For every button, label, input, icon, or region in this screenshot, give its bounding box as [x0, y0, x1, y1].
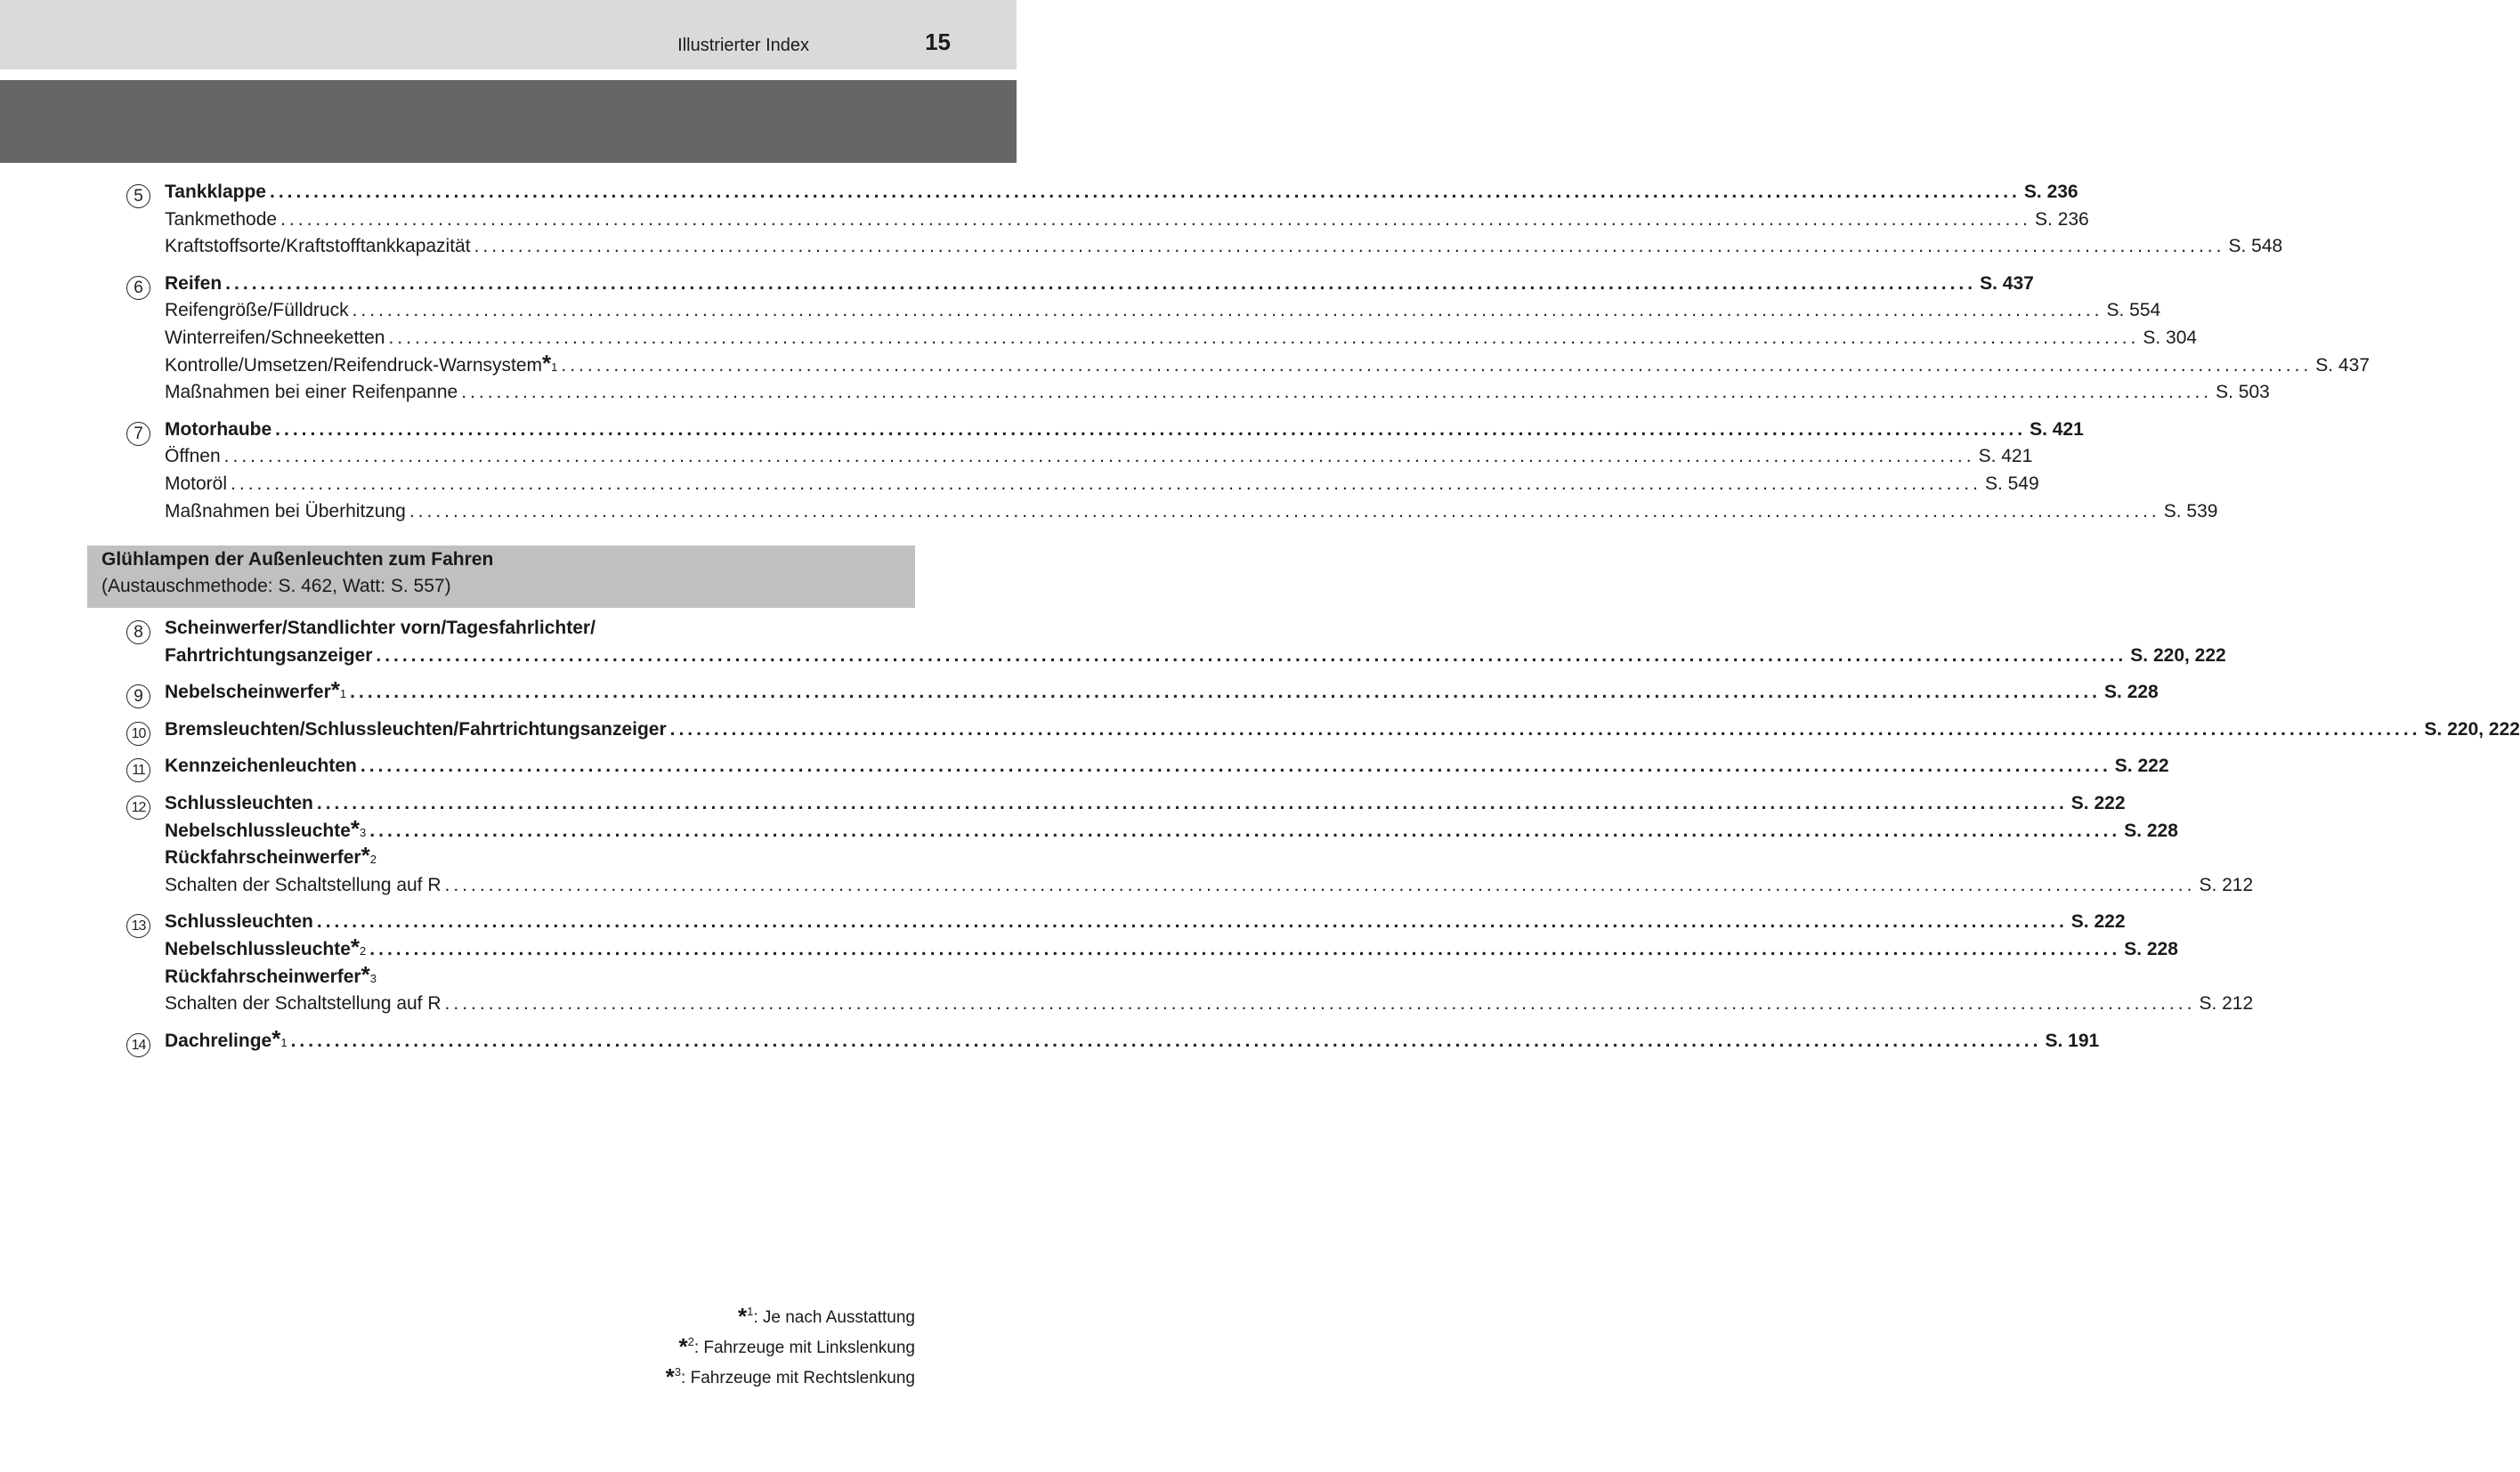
leader-dots: ........................................................................................................................................................................................................: [223, 446, 1975, 467]
index-entry: [165, 418, 2084, 446]
entry-label: Motoröl: [165, 473, 228, 494]
entry-label: Schlussleuchten: [165, 793, 313, 813]
leader-dots: ........................................................................................................................................................................................................: [225, 272, 1977, 294]
index-entry: [165, 182, 2078, 208]
section-subtitle: (Austauschmethode: S. 462, Watt: S. 557): [101, 576, 451, 596]
page-reference[interactable]: S. 539: [2163, 500, 2218, 522]
item-number-9: 9: [126, 684, 150, 708]
entry-label: Maßnahmen bei einer Reifenpanne: [165, 382, 458, 403]
entry-label: Kraftstoffsorte/Kraftstofftankkapazität: [165, 236, 471, 257]
page-reference[interactable]: S. 220, 222: [2424, 718, 2520, 740]
footnote-mark: 2: [369, 853, 377, 867]
item-number-8: 8: [126, 620, 150, 644]
page-reference[interactable]: S. 548: [2228, 236, 2283, 257]
index-entry: [165, 473, 2039, 500]
item-number-10: 10: [126, 722, 150, 746]
index-entry: [165, 793, 2126, 820]
entry-label: Schalten der Schaltstellung auf R: [165, 874, 442, 895]
page-reference[interactable]: S. 437: [2315, 354, 2370, 376]
index-entry: Dachrelinge * 1 ........................................................................................................................................................................................................ S. 191: [165, 1024, 2100, 1052]
entry-label: Schlussleuchten: [165, 911, 313, 933]
page-reference[interactable]: S. 437: [1980, 272, 2034, 294]
index-entry: Kontrolle/Umsetzen/Reifendruck-Warnsystem * 1 ........................................................................................................................................................................................................ S. 437: [165, 349, 2370, 376]
header-divider: [0, 69, 1017, 80]
entry-label: Reifen: [165, 272, 223, 294]
entry-label: Nebelschlussleuchte: [165, 820, 351, 841]
item-number-13: 13: [126, 914, 150, 938]
footnote-mark: 3: [369, 971, 377, 985]
leader-dots: ........................................................................................................................................................................................................: [316, 911, 2068, 933]
page-reference[interactable]: S. 549: [1984, 473, 2039, 494]
index-entry: [165, 446, 2033, 473]
page-reference[interactable]: S. 228: [2104, 682, 2159, 703]
entry-label: Bremsleuchten/Schlussleuchten/Fahrtrichtungsanzeiger: [165, 718, 667, 740]
entry-label: Rückfahrscheinwerfer: [165, 966, 361, 987]
page-reference[interactable]: S. 421: [2030, 418, 2084, 440]
entry-label: Fahrtrichtungsanzeiger: [165, 644, 373, 666]
index-entry: Nebelscheinwerfer * 1 ........................................................................................................................................................................................................ S. 228: [165, 676, 2159, 704]
item-number-12: 12: [126, 796, 150, 820]
footnote-mark: 1: [339, 687, 347, 701]
leader-dots: ........................................................................................................................................................................................................: [280, 208, 2031, 230]
page-reference[interactable]: S. 236: [2035, 208, 2089, 230]
page-reference[interactable]: S. 191: [2045, 1030, 2100, 1051]
leader-dots: ........................................................................................................................................................................................................: [360, 756, 2111, 777]
index-entry: [165, 993, 2254, 1020]
page-number: 15: [925, 28, 951, 55]
entry-label: Scheinwerfer/Standlichter vorn/Tagesfahrlichter/: [165, 618, 596, 638]
section-header: [87, 546, 915, 608]
header-band: [0, 0, 1017, 69]
page-reference[interactable]: S. 220, 222: [2130, 644, 2226, 666]
leader-dots: ........................................................................................................................................................................................................: [461, 382, 2213, 403]
leader-dots: ........................................................................................................................................................................................................: [388, 328, 2140, 348]
index-entry: Rückfahrscheinwerfer * 3: [165, 960, 377, 988]
item-number-7: 7: [126, 422, 150, 446]
index-entry: Nebelschlussleuchte * 2 ........................................................................................................................................................................................................ S. 228: [165, 934, 2178, 960]
footnote-mark: 2: [360, 944, 367, 958]
index-entry: Nebelschlussleuchte * 3 ........................................................................................................................................................................................................ S. 228: [165, 814, 2178, 842]
footnote-mark: 1: [280, 1035, 288, 1049]
footnote-star: *: [665, 1363, 675, 1390]
leader-dots: ........................................................................................................................................................................................................: [474, 236, 2225, 257]
header-title: Illustrierter Index: [677, 36, 809, 55]
entry-label: Tankmethode: [165, 208, 278, 230]
page-reference[interactable]: S. 222: [2070, 911, 2126, 933]
page-reference[interactable]: S. 236: [2023, 182, 2078, 202]
leader-dots: ........................................................................................................................................................................................................: [350, 682, 2102, 703]
entry-label: Maßnahmen bei Überhitzung: [165, 500, 406, 522]
entry-label: Kontrolle/Umsetzen/Reifendruck-Warnsystem: [165, 354, 543, 376]
index-entry: [165, 382, 2270, 408]
footnote-line: [666, 1360, 915, 1390]
page-reference[interactable]: S. 304: [2143, 328, 2198, 348]
entry-label: Tankklappe: [165, 182, 266, 202]
page-reference[interactable]: S. 421: [1978, 446, 2033, 467]
index-entry: [165, 756, 2169, 782]
entry-label: Motorhaube: [165, 418, 272, 440]
leader-dots: ........................................................................................................................................................................................................: [316, 793, 2068, 813]
page-reference[interactable]: S. 212: [2199, 993, 2254, 1015]
footnote-text: : Fahrzeuge mit Rechtslenkung: [681, 1369, 915, 1387]
footnote-star: *: [737, 1303, 748, 1330]
footnote-text: : Fahrzeuge mit Linkslenkung: [693, 1339, 915, 1357]
leader-dots: ........................................................................................................................................................................................................: [352, 300, 2103, 321]
footnote-line: [666, 1299, 915, 1330]
index-entry: [165, 272, 2034, 300]
index-entry: [165, 500, 2218, 528]
footnote-mark: 2: [687, 1335, 694, 1348]
page-reference[interactable]: S. 228: [2124, 939, 2178, 959]
entry-label: Schalten der Schaltstellung auf R: [165, 993, 442, 1015]
leader-dots: ........................................................................................................................................................................................................: [269, 182, 2021, 202]
index-entry: [165, 328, 2198, 354]
footnote-line: [666, 1330, 915, 1360]
leader-dots: ........................................................................................................................................................................................................: [275, 418, 2027, 440]
entry-label: Winterreifen/Schneeketten: [165, 328, 385, 348]
item-number-6: 6: [126, 276, 150, 300]
item-number-5: 5: [126, 184, 150, 208]
page-reference[interactable]: S. 222: [2070, 793, 2126, 813]
index-entry: [165, 911, 2126, 938]
leader-dots: ........................................................................................................................................................................................................: [669, 718, 2421, 740]
dark-banner: [0, 80, 1017, 163]
leader-dots: ........................................................................................................................................................................................................: [409, 500, 2160, 522]
leader-dots: ........................................................................................................................................................................................................: [369, 939, 2121, 959]
page-reference[interactable]: S. 554: [2106, 300, 2161, 321]
leader-dots: ........................................................................................................................................................................................................: [290, 1030, 2042, 1051]
footnote-text: : Je nach Ausstattung: [753, 1308, 915, 1327]
page-reference[interactable]: S. 228: [2124, 820, 2178, 841]
footnotes: [666, 1299, 915, 1390]
leader-dots: ........................................................................................................................................................................................................: [376, 644, 2127, 666]
entry-label: Reifengröße/Fülldruck: [165, 300, 349, 321]
footnote-mark: 1: [551, 360, 558, 374]
footnote-star: *: [678, 1333, 688, 1360]
index-entry: [165, 718, 2520, 746]
footnote-mark: 3: [360, 825, 367, 839]
entry-label: Dachrelinge: [165, 1030, 272, 1051]
entry-label: Öffnen: [165, 446, 221, 467]
entry-label: Nebelschlussleuchte: [165, 939, 351, 959]
index-entry: [165, 618, 872, 644]
entry-label: Nebelscheinwerfer: [165, 682, 331, 703]
page-reference[interactable]: S. 222: [2114, 756, 2169, 777]
index-entry: [165, 208, 2089, 236]
footnote-mark: 3: [674, 1365, 682, 1379]
leader-dots: ........................................................................................................................................................................................................: [231, 473, 1981, 494]
index-entry: [165, 300, 2161, 327]
entry-label: Rückfahrscheinwerfer: [165, 847, 361, 869]
index-entry: [165, 236, 2283, 263]
leader-dots: ........................................................................................................................................................................................................: [561, 354, 2313, 376]
footnote-mark: 1: [747, 1305, 754, 1318]
page-reference[interactable]: S. 503: [2216, 382, 2270, 403]
index-entry: [165, 644, 2226, 672]
leader-dots: ........................................................................................................................................................................................................: [369, 820, 2121, 841]
entry-label: Kennzeichenleuchten: [165, 756, 357, 777]
section-title: Glühlampen der Außenleuchten zum Fahren: [101, 549, 494, 570]
leader-dots: ........................................................................................................................................................................................................: [444, 993, 2196, 1015]
index-entry: Rückfahrscheinwerfer * 2: [165, 842, 377, 869]
item-number-11: 11: [126, 758, 150, 782]
page-reference[interactable]: S. 212: [2199, 874, 2254, 895]
leader-dots: ........................................................................................................................................................................................................: [444, 874, 2196, 895]
index-entry: [165, 874, 2254, 902]
item-number-14: 14: [126, 1033, 150, 1057]
